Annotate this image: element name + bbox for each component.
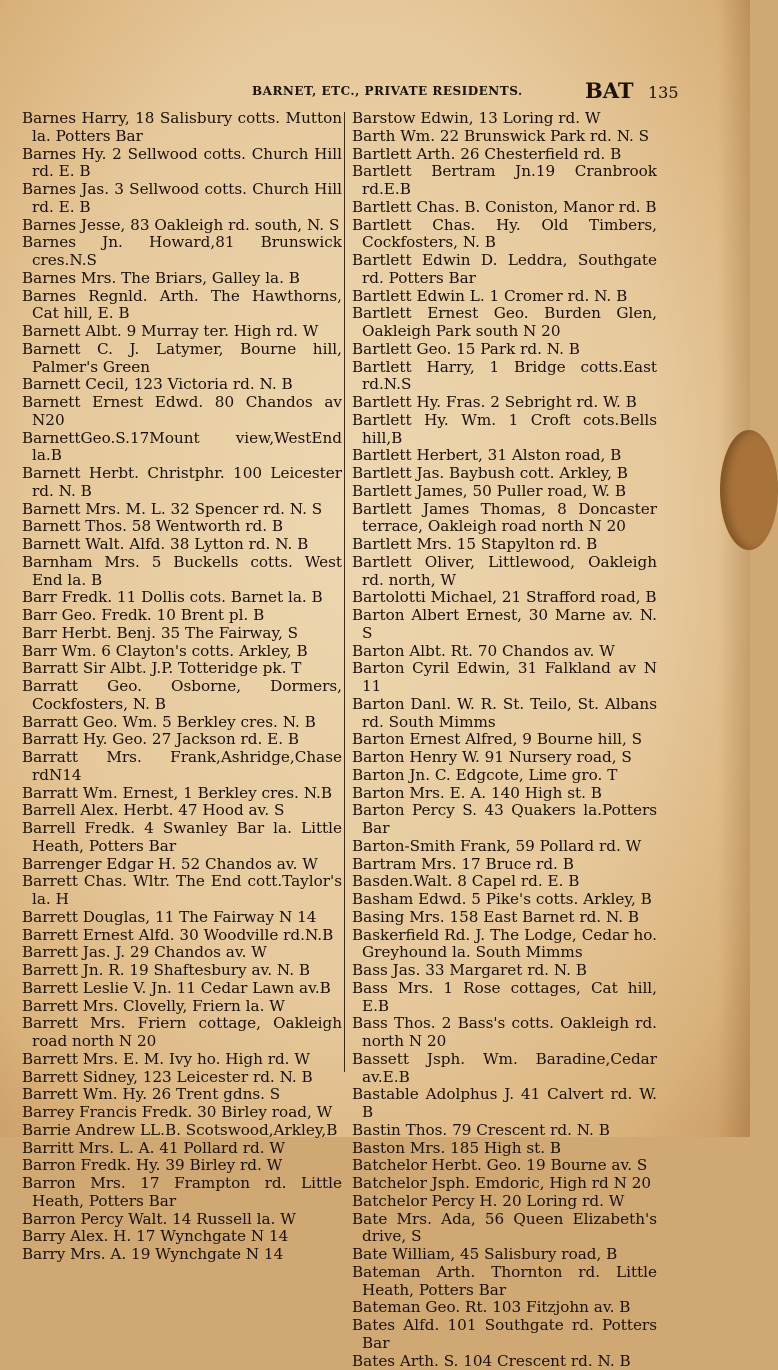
directory-entry: Barr Geo. Fredk. 10 Brent pl. B <box>22 607 342 625</box>
directory-entry: Batchelor Percy H. 20 Loring rd. W <box>352 1193 657 1211</box>
directory-entry: Basden.Walt. 8 Capel rd. E. B <box>352 873 657 891</box>
directory-entry: Barratt Sir Albt. J.P. Totteridge pk. T <box>22 660 342 678</box>
directory-entry: Bates Alfd. 101 Southgate rd. Potters Bar <box>352 1317 657 1353</box>
directory-entry: Barnett Ernest Edwd. 80 Chandos av N20 <box>22 394 342 430</box>
running-title: BARNET, ETC., PRIVATE RESIDENTS. <box>252 84 523 98</box>
directory-entry: Barnes Jas. 3 Sellwood cotts. Church Hill rd. E. B <box>22 181 342 217</box>
directory-entry: Barrett Jas. J. 29 Chandos av. W <box>22 944 342 962</box>
directory-entry: Bartlett Ernest Geo. Burden Glen, Oakleigh Park south N 20 <box>352 305 657 341</box>
directory-entry: Barratt Hy. Geo. 27 Jackson rd. E. B <box>22 731 342 749</box>
directory-entry: Bartlett Oliver, Littlewood, Oakleigh rd. north, W <box>352 554 657 590</box>
directory-entry: Barratt Geo. Osborne, Dormers, Cockfosters, N. B <box>22 678 342 714</box>
directory-entry: Barrett Leslie V. Jn. 11 Cedar Lawn av.B <box>22 980 342 998</box>
directory-entry: Barr Wm. 6 Clayton's cotts. Arkley, B <box>22 643 342 661</box>
directory-entry: Bartlett Edwin L. 1 Cromer rd. N. B <box>352 288 657 306</box>
directory-entry: Barnett Walt. Alfd. 38 Lytton rd. N. B <box>22 536 342 554</box>
directory-entry: Barr Fredk. 11 Dollis cots. Barnet la. B <box>22 589 342 607</box>
directory-entry: Bass Thos. 2 Bass's cotts. Oakleigh rd. north N 20 <box>352 1015 657 1051</box>
directory-entry: Bartlett Geo. 15 Park rd. N. B <box>352 341 657 359</box>
directory-entry: Barrett Ernest Alfd. 30 Woodville rd.N.B <box>22 927 342 945</box>
directory-entry: Barron Mrs. 17 Frampton rd. Little Heath, Potters Bar <box>22 1175 342 1211</box>
directory-entry: Bateman Geo. Rt. 103 Fitzjohn av. B <box>352 1299 657 1317</box>
directory-entry: Barth Wm. 22 Brunswick Park rd. N. S <box>352 128 657 146</box>
directory-entry: Barnes Mrs. The Briars, Galley la. B <box>22 270 342 288</box>
directory-entry: Barton Mrs. E. A. 140 High st. B <box>352 785 657 803</box>
directory-entry: Barr Herbt. Benj. 35 The Fairway, S <box>22 625 342 643</box>
directory-entry: Basing Mrs. 158 East Barnet rd. N. B <box>352 909 657 927</box>
directory-entry: Bartlett James Thomas, 8 Doncaster terrace, Oakleigh road north N 20 <box>352 501 657 537</box>
directory-entry: Barrell Fredk. 4 Swanley Bar la. Little Heath, Potters Bar <box>22 820 342 856</box>
directory-entry: Barnett Mrs. M. L. 32 Spencer rd. N. S <box>22 501 342 519</box>
directory-entry: Barrie Andrew LL.B. Scotswood,Arkley,B <box>22 1122 342 1140</box>
directory-entry: Barnham Mrs. 5 Buckells cotts. West End la. B <box>22 554 342 590</box>
directory-entry: Barnett Albt. 9 Murray ter. High rd. W <box>22 323 342 341</box>
directory-entry: Barton Albt. Rt. 70 Chandos av. W <box>352 643 657 661</box>
directory-entry: Bartlett Chas. B. Coniston, Manor rd. B <box>352 199 657 217</box>
directory-entry: Barton Ernest Alfred, 9 Bourne hill, S <box>352 731 657 749</box>
directory-entry: Bartlett Chas. Hy. Old Timbers, Cockfosters, N. B <box>352 217 657 253</box>
directory-entry: Barry Alex. H. 17 Wynchgate N 14 <box>22 1228 342 1246</box>
page-edge-shading <box>718 0 750 1137</box>
directory-entry: Bartlett Jas. Baybush cott. Arkley, B <box>352 465 657 483</box>
right-column <box>352 110 657 1370</box>
directory-entry: Bartram Mrs. 17 Bruce rd. B <box>352 856 657 874</box>
directory-entry: Bartlett Herbert, 31 Alston road, B <box>352 447 657 465</box>
column-divider <box>344 112 345 1072</box>
directory-entry: Barrett Sidney, 123 Leicester rd. N. B <box>22 1069 342 1087</box>
directory-entry: Bastin Thos. 79 Crescent rd. N. B <box>352 1122 657 1140</box>
directory-entry: Barstow Edwin, 13 Loring rd. W <box>352 110 657 128</box>
directory-entry: Barnett Herbt. Christphr. 100 Leicester rd. N. B <box>22 465 342 501</box>
directory-entry: Barton Danl. W. R. St. Teilo, St. Albans rd. South Mimms <box>352 696 657 732</box>
directory-entry: Bastable Adolphus J. 41 Calvert rd. W. B <box>352 1086 657 1122</box>
directory-entry: Barrett Wm. Hy. 26 Trent gdns. S <box>22 1086 342 1104</box>
directory-entry: Barrett Chas. Wltr. The End cott.Taylor's la. H <box>22 873 342 909</box>
directory-entry: Bartolotti Michael, 21 Strafford road, B <box>352 589 657 607</box>
directory-entry: Barrett Mrs. Clovelly, Friern la. W <box>22 998 342 1016</box>
section-letters: BAT <box>585 78 634 103</box>
directory-entry: Barrenger Edgar H. 52 Chandos av. W <box>22 856 342 874</box>
directory-entry: Bassett Jsph. Wm. Baradine,Cedar av.E.B <box>352 1051 657 1087</box>
directory-entry: Barrett Jn. R. 19 Shaftesbury av. N. B <box>22 962 342 980</box>
directory-entry: Barratt Mrs. Frank,Ashridge,Chase rdN14 <box>22 749 342 785</box>
page-number: 135 <box>648 83 679 102</box>
directory-entry: Bartlett Bertram Jn.19 Cranbrook rd.E.B <box>352 163 657 199</box>
directory-entry: Batchelor Herbt. Geo. 19 Bourne av. S <box>352 1157 657 1175</box>
directory-entry: Barnett Thos. 58 Wentworth rd. B <box>22 518 342 536</box>
directory-entry: Barrett Mrs. Friern cottage, Oakleigh road north N 20 <box>22 1015 342 1051</box>
directory-entry: Bartlett Harry, 1 Bridge cotts.East rd.N.S <box>352 359 657 395</box>
directory-entry: Batchelor Jsph. Emdoric, High rd N 20 <box>352 1175 657 1193</box>
directory-entry: Bartlett Hy. Fras. 2 Sebright rd. W. B <box>352 394 657 412</box>
directory-entry: Barron Percy Walt. 14 Russell la. W <box>22 1211 342 1229</box>
directory-entry: Barnes Jn. Howard,81 Brunswick cres.N.S <box>22 234 342 270</box>
directory-entry: Barry Mrs. A. 19 Wynchgate N 14 <box>22 1246 342 1264</box>
directory-entry: Barton-Smith Frank, 59 Pollard rd. W <box>352 838 657 856</box>
page-header <box>20 78 728 104</box>
directory-entry: Barratt Wm. Ernest, 1 Berkley cres. N.B <box>22 785 342 803</box>
directory-entry: Barnes Hy. 2 Sellwood cotts. Church Hill rd. E. B <box>22 146 342 182</box>
directory-entry: BarnettGeo.S.17Mount view,WestEnd la.B <box>22 430 342 466</box>
directory-entry: Barton Albert Ernest, 30 Marne av. N. S <box>352 607 657 643</box>
directory-entry: Bartlett Edwin D. Leddra, Southgate rd. Potters Bar <box>352 252 657 288</box>
directory-entry: Bass Mrs. 1 Rose cottages, Cat hill, E.B <box>352 980 657 1016</box>
directory-entry: Bartlett Mrs. 15 Stapylton rd. B <box>352 536 657 554</box>
directory-entry: Bartlett Hy. Wm. 1 Croft cots.Bells hill,B <box>352 412 657 448</box>
directory-entry: Barratt Geo. Wm. 5 Berkley cres. N. B <box>22 714 342 732</box>
directory-entry: Bates Arth. S. 104 Crescent rd. N. B <box>352 1353 657 1370</box>
directory-entry: Bateman Arth. Thornton rd. Little Heath, Potters Bar <box>352 1264 657 1300</box>
left-column <box>22 110 342 1264</box>
directory-entry: Barnes Jesse, 83 Oakleigh rd. south, N. S <box>22 217 342 235</box>
directory-entry: Barnes Regnld. Arth. The Hawthorns, Cat hill, E. B <box>22 288 342 324</box>
directory-entry: Barnett C. J. Latymer, Bourne hill, Palmer's Green <box>22 341 342 377</box>
directory-entry: Barrett Mrs. E. M. Ivy ho. High rd. W <box>22 1051 342 1069</box>
directory-entry: Basham Edwd. 5 Pike's cotts. Arkley, B <box>352 891 657 909</box>
directory-entry: Baston Mrs. 185 High st. B <box>352 1140 657 1158</box>
directory-entry: Barton Henry W. 91 Nursery road, S <box>352 749 657 767</box>
directory-entry: Bass Jas. 33 Margaret rd. N. B <box>352 962 657 980</box>
directory-entry: Bartlett James, 50 Puller road, W. B <box>352 483 657 501</box>
directory-entry: Bate William, 45 Salisbury road, B <box>352 1246 657 1264</box>
directory-entry: Barritt Mrs. L. A. 41 Pollard rd. W <box>22 1140 342 1158</box>
directory-entry: Barrey Francis Fredk. 30 Birley road, W <box>22 1104 342 1122</box>
directory-entry: Barron Fredk. Hy. 39 Birley rd. W <box>22 1157 342 1175</box>
directory-entry: Barton Cyril Edwin, 31 Falkland av N 11 <box>352 660 657 696</box>
directory-entry: Barnett Cecil, 123 Victoria rd. N. B <box>22 376 342 394</box>
directory-entry: Barrett Douglas, 11 The Fairway N 14 <box>22 909 342 927</box>
directory-entry: Baskerfield Rd. J. The Lodge, Cedar ho. Greyhound la. South Mimms <box>352 927 657 963</box>
directory-entry: Barton Jn. C. Edgcote, Lime gro. T <box>352 767 657 785</box>
directory-entry: Barrell Alex. Herbt. 47 Hood av. S <box>22 802 342 820</box>
thumb-index-notch <box>720 430 778 550</box>
directory-entry: Barnes Harry, 18 Salisbury cotts. Mutton la. Potters Bar <box>22 110 342 146</box>
directory-entry: Bate Mrs. Ada, 56 Queen Elizabeth's drive, S <box>352 1211 657 1247</box>
directory-entry: Bartlett Arth. 26 Chesterfield rd. B <box>352 146 657 164</box>
directory-entry: Barton Percy S. 43 Quakers la.Potters Bar <box>352 802 657 838</box>
